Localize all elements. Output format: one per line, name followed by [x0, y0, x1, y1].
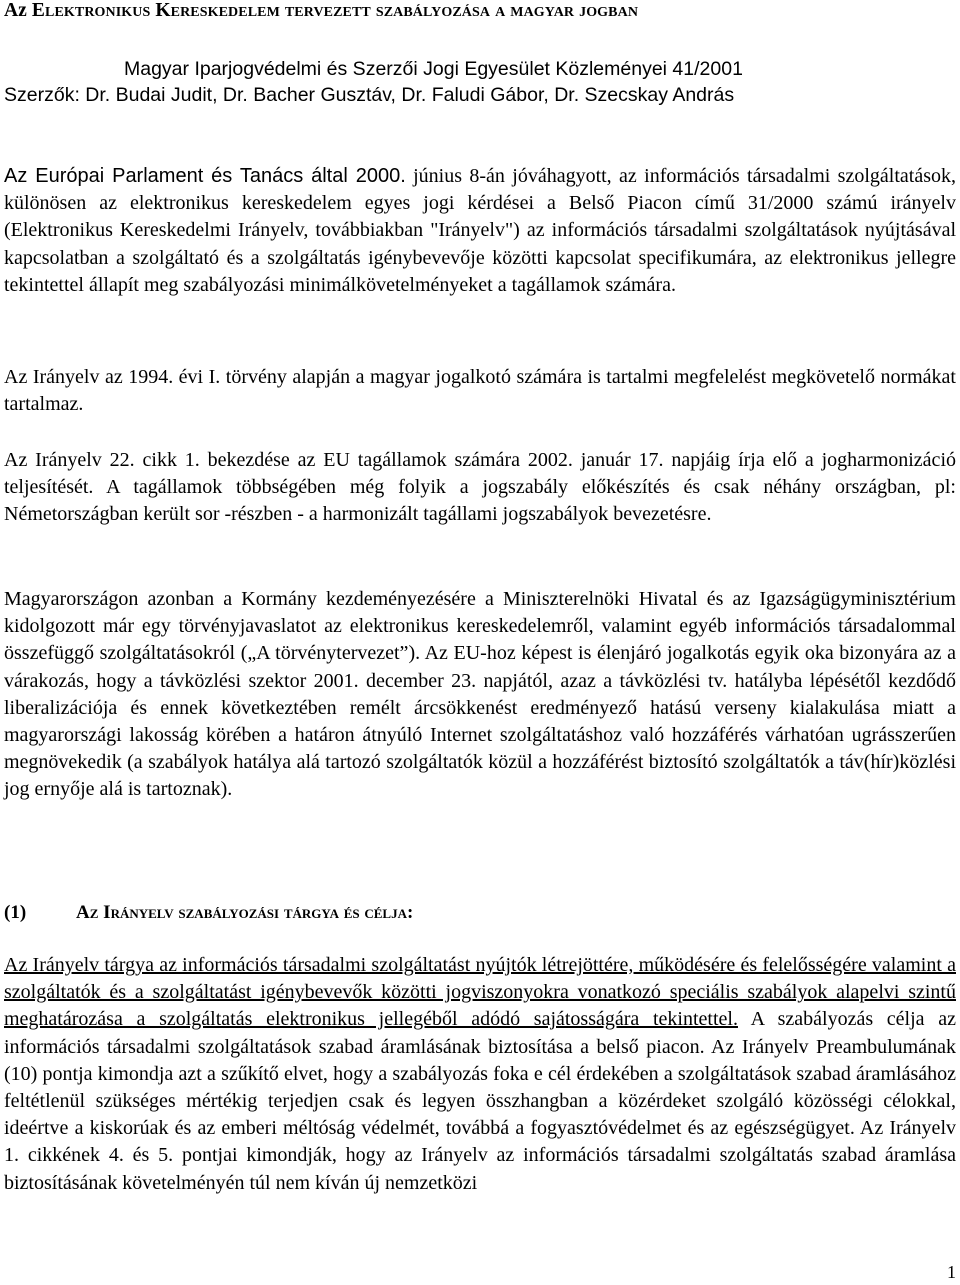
underlined-subject-text: Az Irányelv tárgya az információs társadalmi szolgáltatást nyújtók létrejöttére, működésére és felelősségére valamint a szolgáltatók és a szolgáltatást igénybevevők közötti jogviszonyokra vonatkozó speciális szabályok alapelvi szintű meghatározása a szolgáltatás elektronikus jellegéből adódó sajátosságára tekintettel.: [4, 954, 956, 1031]
paragraph-law-basis: Az Irányelv az 1994. évi I. törvény alapján a magyar jogalkotó számára is tartalmi megfelelést megkövetelő normákat tartalmaz.: [4, 366, 956, 416]
paragraph-subject-body: A szabályozás célja az információs társadalmi szolgáltatások szabad áramlásának biztosítása a belső piacon. Az Irányelv Preambulumának (10) pontja kimondja azt a szűkítő elvet, hogy a szabályozás foka e cél érdekében a szolgáltatások szabad áramlásához feltétlenül szükséges mértékig terjedjen csak és legyen összhangban a közérdeket szolgáló közösségi célokkal, ideértve a kiskorúak és az emberi méltóság védelmét, továbbá a fogyasztóvédelmet és az egészségügyet. Az Irányelv 1. cikkének 4. és 5. pontjai kimondják, hogy az Irányelv az információs társadalmi szolgáltatás szabad áramlása biztosításának követelményén túl nem kíván új nemzetközi: [4, 1008, 957, 1194]
paragraph-hungary: Magyarországon azonban a Kormány kezdeményezésére a Miniszterelnöki Hivatal és az Igazságügyminisztérium kidolgozott már egy törvényjavaslatot az elektronikus kereskedelemről, valamint egyéb információs társadalommal összefüggő szolgáltatásokról („A törvénytervezet”). Az EU-hoz képest is élenjáró jogalkotás egyik oka bizonyára az a várakozás, hogy a távközlési szektor 2001. december 23. napjától, azaz a távközlési tv. hatályba lépésétől kezdődő liberalizációja és ennek következtében remélt árcsökkenést eredményező hatású verseny kialakulása miatt a magyarországi lakosság körében a határon átnyúló Internet szolgáltatáshoz való hozzáférés várhatóan ugrásszerűen megnövekedik (a szabályok hatálya alá tartozó szolgáltatók közül a hozzáférést biztosító szolgáltatók a táv(hír)közlési jog ernyője alá is tartoznak).: [4, 588, 956, 801]
paragraph-subject: [4, 952, 956, 1197]
paragraph-deadline: Az Irányelv 22. cikk 1. bekezdése az EU tagállamok számára 2002. január 17. napjáig írja elő a jogharmonizáció teljesítését. A tagállamok többségében még folyik a jogszabály előkészítés és csak néhány országban, pl: Németországban került sor -részben - a harmonizált tagállami jogszabályok bevezetésre.: [4, 449, 956, 526]
paragraph-intro: [4, 163, 956, 299]
source-line: Magyar Iparjogvédelmi és Szerzői Jogi Egyesület Közleményei 41/2001: [124, 58, 743, 80]
paragraph-intro-body: június 8-án jóváhagyott, az információs társadalmi szolgáltatások, különösen az elektronikus kereskedelem egyes jogi kérdései a Belső Piacon című 31/2000 számú irányelv (Elektronikus Kereskedelmi Irányelv, továbbiakban "Irányelv") az információs társadalmi szolgáltatások nyújtásával kapcsolatban a szolgáltató és a szolgáltatás igénybevevője közötti kapcsolat specifikumára, az elektronikus jellegre tekintettel állapít meg szabályozási minimálkövetelményeket a tagállamok számára.: [4, 165, 956, 296]
paragraph-intro-lead: Az Európai Parlament és Tanács által 2000.: [4, 165, 406, 187]
document-title: Az Elektronikus Kereskedelem tervezett szabályozása a magyar jogban: [4, 0, 639, 21]
authors-line: Szerzők: Dr. Budai Judit, Dr. Bacher Gusztáv, Dr. Faludi Gábor, Dr. Szecskay András: [4, 84, 735, 106]
section-number: (1): [4, 902, 27, 923]
page-number: 1: [947, 1262, 956, 1282]
section-heading: (1) Az Irányelv szabályozási tárgya és célja:: [4, 902, 414, 923]
